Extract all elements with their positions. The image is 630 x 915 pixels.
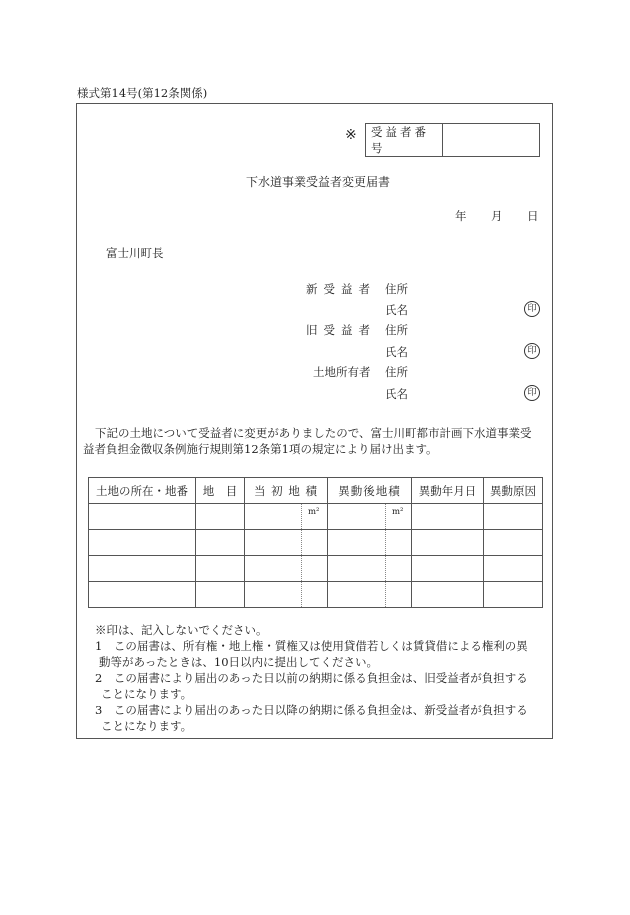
change-date-cell[interactable] [412,504,484,530]
land-category-cell[interactable] [196,582,245,608]
area-divider [301,504,302,529]
area-divider [385,582,386,607]
date-day-label: 日 [527,209,539,223]
change-date-cell[interactable] [412,530,484,556]
location-cell[interactable] [89,582,196,608]
addressee: 富士川町長 [106,246,164,260]
area-divider [385,530,386,555]
area-unit: m² [392,507,404,517]
header-initial-area: 当 初 地 積 [245,478,328,504]
header-changed-area: 異動後地積 [328,478,412,504]
land-owner-name-label: 氏名 [385,387,408,401]
location-cell[interactable] [89,556,196,582]
changed-area-cell[interactable] [328,582,412,608]
change-reason-cell[interactable] [484,582,543,608]
change-reason-cell[interactable] [484,530,543,556]
receiver-number-field[interactable] [443,124,540,157]
land-category-cell[interactable] [196,556,245,582]
old-beneficiary-label: 旧受益者 [306,323,376,337]
area-unit: m² [308,507,320,517]
initial-area-cell[interactable] [245,504,328,530]
table-row [89,504,543,530]
change-reason-cell[interactable] [484,504,543,530]
changed-area-cell[interactable] [328,556,412,582]
note-mark: ※ [345,127,357,143]
area-divider [301,530,302,555]
note-1-line-2: 動等があったときは、10日以内に提出してください。 [99,655,379,669]
old-beneficiary-address-label: 住所 [385,323,408,337]
change-reason-cell[interactable] [484,556,543,582]
header-land-category: 地 目 [196,478,245,504]
notes-intro: ※印は、記入しないでください。 [95,623,268,637]
land-owner-seal-icon: 印 [524,385,540,401]
body-text-line-1: 下記の土地について受益者に変更がありましたので、富士川町都市計画下水道事業受 [95,426,532,440]
table-row [89,530,543,556]
receiver-number-box [365,123,540,157]
body-text-line-2: 益者負担金徴収条例施行規則第12条第1項の規定により届け出ます。 [83,442,438,456]
old-beneficiary-name-label: 氏名 [385,345,408,359]
note-3-line-2: ことになります。 [101,719,193,733]
land-table-header-row [89,478,543,504]
area-divider [301,582,302,607]
changed-area-cell[interactable] [328,504,412,530]
location-cell[interactable] [89,530,196,556]
form-number: 様式第14号(第12条関係) [77,86,208,100]
receiver-number-label: 受益者番号 [366,124,443,157]
area-divider [301,556,302,581]
land-category-cell[interactable] [196,504,245,530]
note-2-line-2: ことになります。 [101,687,193,701]
date-month-label: 月 [491,209,503,223]
change-date-cell[interactable] [412,582,484,608]
location-cell[interactable] [89,504,196,530]
area-divider [385,556,386,581]
initial-area-cell[interactable] [245,582,328,608]
old-beneficiary-seal-icon: 印 [524,343,540,359]
note-2-line-1: 2 この届書により届出のあった日以前の納期に係る負担金は、旧受益者が負担する [95,671,528,685]
form-title: 下水道事業受益者変更届書 [246,175,391,189]
change-date-cell[interactable] [412,556,484,582]
header-location: 土地の所在・地番 [89,478,196,504]
new-beneficiary-name-label: 氏名 [385,303,408,317]
new-beneficiary-address-label: 住所 [385,282,408,296]
new-beneficiary-seal-icon: 印 [524,301,540,317]
land-owner-label: 土地所有者 [313,365,371,379]
area-divider [385,504,386,529]
date-year-label: 年 [455,209,467,223]
changed-area-cell[interactable] [328,530,412,556]
initial-area-cell[interactable] [245,530,328,556]
land-table [88,477,543,608]
header-change-reason: 異動原因 [484,478,543,504]
header-change-date: 異動年月日 [412,478,484,504]
new-beneficiary-label: 新受益者 [306,282,376,296]
table-row [89,582,543,608]
note-1-line-1: 1 この届書は、所有権・地上権・質権又は使用貸借若しくは賃貸借による権利の異 [95,639,528,653]
land-owner-address-label: 住所 [385,365,408,379]
initial-area-cell[interactable] [245,556,328,582]
note-3-line-1: 3 この届書により届出のあった日以降の納期に係る負担金は、新受益者が負担する [95,703,528,717]
table-row [89,556,543,582]
land-category-cell[interactable] [196,530,245,556]
